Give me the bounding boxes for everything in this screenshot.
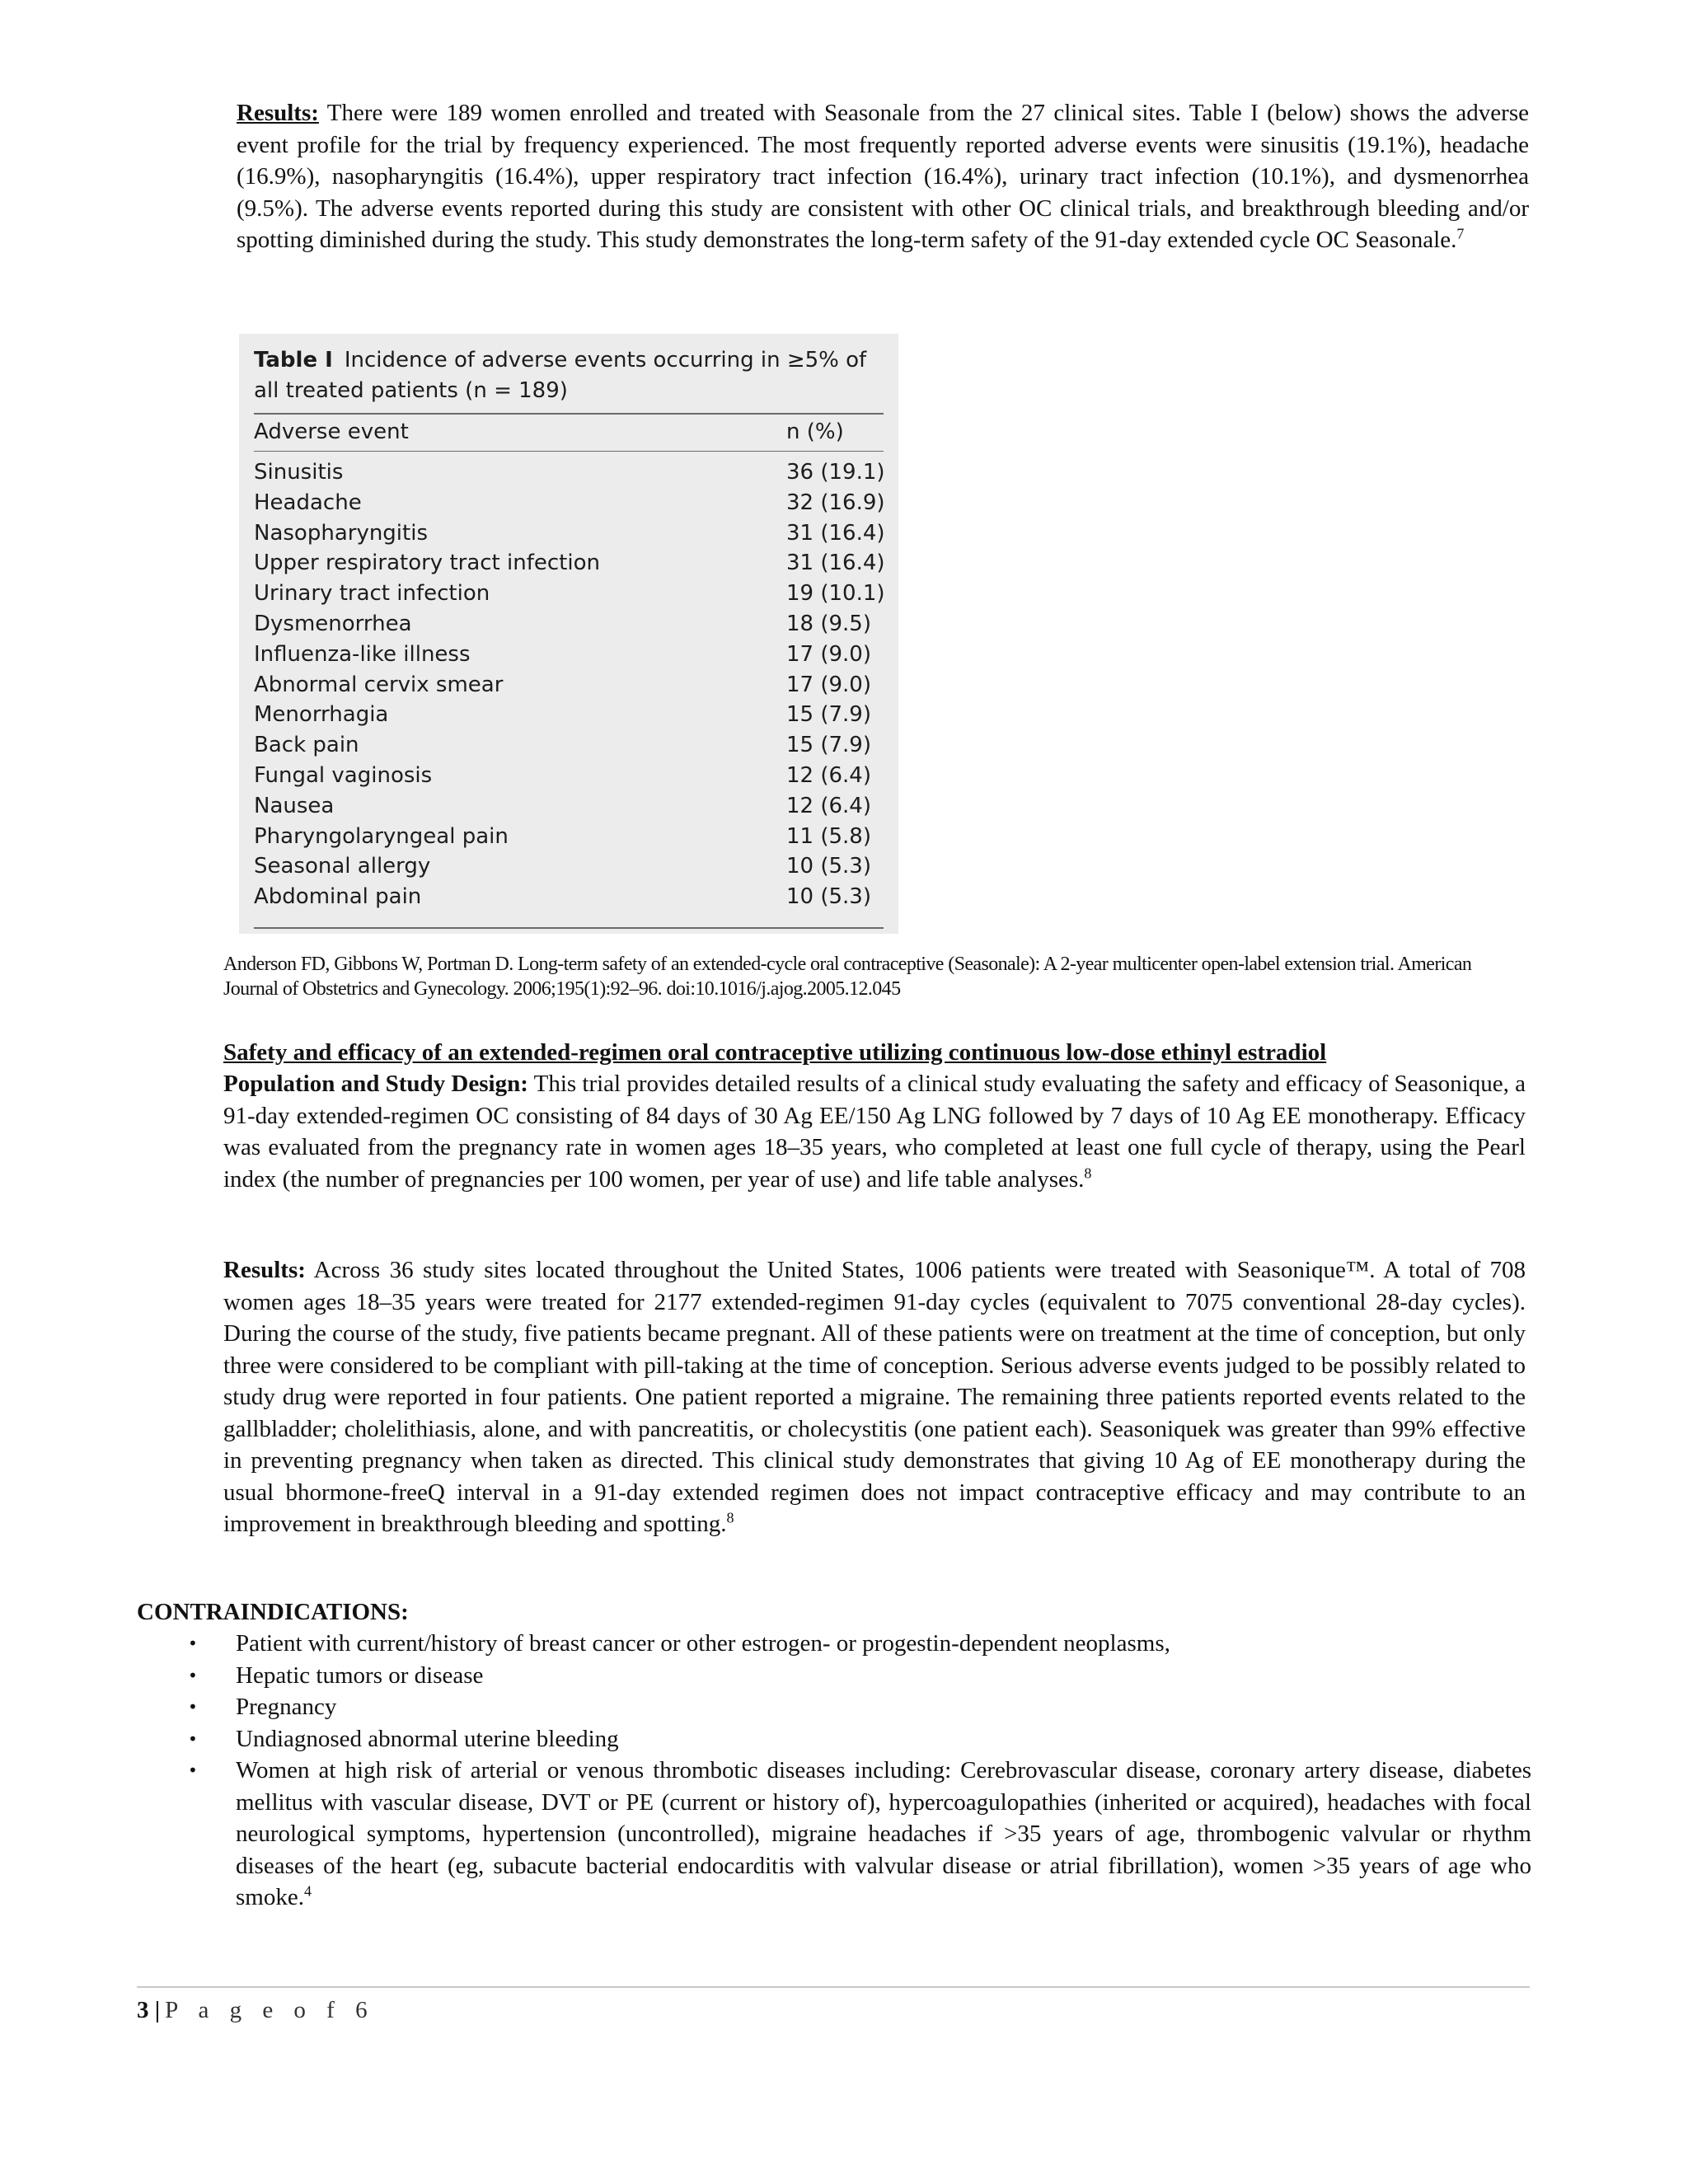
column-header-adverse-event: Adverse event <box>254 419 409 444</box>
table-label: Table I <box>254 348 333 373</box>
population-text: This trial provides detailed results of a clinical study evaluating the safety and efficacy of Seasonique, a 91-day extended-regimen OC consisting of 84 days of 30 Ag EE/150 Ag LNG followed by 7 days of 10 Ag EE monotherapy. Efficacy was evaluated from the pregnancy rate in women ages 18–35 years, who completed at least one full cycle of therapy, using the Pearl index (the number of pregnancies per 100 women, per year of use) and life table analyses. <box>223 1071 1526 1193</box>
bullet-icon: • <box>188 1728 198 1749</box>
footer-separator: | <box>154 1997 161 2023</box>
table-row <box>254 730 884 761</box>
table-cell-event: Headache <box>254 490 362 515</box>
list-item-text: Hepatic tumors or disease <box>236 1661 484 1689</box>
table-cell-value: 15 (7.9) <box>786 702 871 728</box>
list-item <box>188 1723 1531 1755</box>
table-cell-value: 36 (19.1) <box>786 460 885 485</box>
list-item-text: Undiagnosed abnormal uterine bleeding <box>236 1725 619 1752</box>
table-row <box>254 851 884 882</box>
bullet-icon: • <box>188 1760 198 1780</box>
table-cell-event: Menorrhagia <box>254 702 389 728</box>
table-cell-value: 11 (5.8) <box>786 823 871 849</box>
table-header-rule <box>254 451 884 452</box>
table-row <box>254 457 884 488</box>
results-paragraph-seasonique <box>223 1254 1526 1540</box>
footer-divider <box>137 1986 1530 1988</box>
adverse-events-table <box>239 334 898 934</box>
table-row <box>254 822 884 852</box>
table-bottom-rule <box>254 927 884 929</box>
table-cell-value: 31 (16.4) <box>786 551 885 576</box>
table-cell-event: Upper respiratory tract infection <box>254 551 600 576</box>
table-cell-value: 10 (5.3) <box>786 854 871 879</box>
table-cell-value: 19 (10.1) <box>786 581 885 607</box>
table-row <box>254 700 884 730</box>
table-cell-event: Nasopharyngitis <box>254 520 428 546</box>
table-row <box>254 609 884 640</box>
table-cell-event: Nausea <box>254 793 335 818</box>
table-row <box>254 791 884 822</box>
table-cell-value: 15 (7.9) <box>786 733 871 758</box>
table-cell-event: Seasonal allergy <box>254 854 431 879</box>
results-label: Results: <box>237 100 319 126</box>
table-caption <box>254 345 889 406</box>
contraindications-heading: CONTRAINDICATIONS: <box>137 1599 409 1625</box>
list-item-text: Patient with current/history of breast cancer or other estrogen- or progestin-dependent neoplasms, <box>236 1630 1170 1657</box>
results-label: Results: <box>223 1257 306 1283</box>
table-cell-value: 12 (6.4) <box>786 762 871 788</box>
reference-superscript: 4 <box>303 1882 312 1900</box>
section-title-safety-efficacy: Safety and efficacy of an extended-regimen oral contraceptive utilizing continuous low-dose ethinyl estradiol <box>223 1039 1327 1066</box>
table-cell-event: Fungal vaginosis <box>254 762 433 788</box>
bullet-icon: • <box>188 1633 198 1653</box>
list-item <box>188 1755 1531 1914</box>
page-footer <box>137 1994 375 2026</box>
list-item-text: Pregnancy <box>236 1694 337 1720</box>
population-study-design-paragraph <box>223 1068 1526 1195</box>
table-cell-event: Urinary tract infection <box>254 581 490 607</box>
table-body <box>254 457 884 912</box>
table-row <box>254 518 884 549</box>
reference-superscript: 8 <box>1084 1164 1092 1181</box>
bullet-icon: • <box>188 1697 198 1717</box>
table-row <box>254 670 884 701</box>
table-header-row <box>254 416 884 448</box>
results-text: Across 36 study sites located throughout the United States, 1006 patients were treated with Seasonique™. A total of 708 women ages 18–35 years were treated for 2177 extended-regimen 91-day cycles (equivalent to 7075 conventional 28-day cycles). During the course of the study, five patients became pregnant. All of these patients were on treatment at the time of conception, but only three were considered to be compliant with pill-taking at the time of conception. Serious adverse events judged to be possibly related to study drug were reported in four patients. One patient reported a migraine. The remaining three patients reported events related to the gallbladder; cholelithiasis, alone, and with pancreatitis, or cholecystitis (one patient each). Seasoniquek was greater than 99% effective in preventing pregnancy when taken as directed. This clinical study demonstrates that giving 10 Ag of EE monotherapy during the usual bhormone-freeQ interval in a 91-day extended regimen does not impact contraceptive efficacy and may contribute to an improvement in breakthrough bleeding and spotting. <box>223 1257 1526 1537</box>
page-number: 3 <box>137 1997 149 2023</box>
table-cell-event: Dysmenorrhea <box>254 611 412 636</box>
table-caption-text: Incidence of adverse events occurring in ≥5% of all treated patients (n = 189) <box>254 348 867 403</box>
table-cell-event: Abdominal pain <box>254 884 422 910</box>
reference-superscript: 8 <box>726 1509 734 1526</box>
table-cell-event: Pharyngolaryngeal pain <box>254 823 509 849</box>
table-row <box>254 488 884 518</box>
table-cell-value: 31 (16.4) <box>786 520 885 546</box>
table-cell-value: 32 (16.9) <box>786 490 885 515</box>
table-cell-event: Abnormal cervix smear <box>254 672 504 697</box>
results-paragraph-seasonale <box>237 97 1529 256</box>
table-cell-value: 12 (6.4) <box>786 793 871 818</box>
table-top-rule <box>254 413 884 415</box>
reference-superscript: 7 <box>1456 225 1465 242</box>
table-cell-value: 18 (9.5) <box>786 611 871 636</box>
population-label: Population and Study Design: <box>223 1071 528 1097</box>
table-row <box>254 761 884 791</box>
table-cell-event: Sinusitis <box>254 460 344 485</box>
table-row <box>254 548 884 579</box>
list-item-text: Women at high risk of arterial or venous thrombotic diseases including: Cerebrovascular disease, coronary artery disease, diabetes mellitus with vascular disease, DVT or PE (current or history of), hypercoagulopathies (inherited or acquired), headaches with focal neurological symptoms, hypertension (uncontrolled), migraine headaches if >35 years of age, thrombogenic valvular or rhythm diseases of the heart (eg, subacute bacterial endocarditis with valvular disease or atrial fibrillation), women >35 years of age who smoke. <box>236 1757 1531 1910</box>
column-header-n-percent: n (%) <box>786 419 844 444</box>
page-of-total: P a g e o f 6 <box>165 1997 375 2023</box>
table-cell-value: 17 (9.0) <box>786 641 871 667</box>
table-cell-event: Back pain <box>254 733 359 758</box>
results-text: There were 189 women enrolled and treated with Seasonale from the 27 clinical sites. Table I (below) shows the adverse event profile for the trial by frequency experienced. The most frequently reported adverse events were sinusitis (19.1%), headache (16.9%), nasopharyngitis (16.4%), upper respiratory tract infection (16.4%), urinary tract infection (10.1%), and dysmenorrhea (9.5%). The adverse events reported during this study are consistent with other OC clinical trials, and breakthrough bleeding and/or spotting diminished during the study. This study demonstrates the long-term safety of the 91-day extended cycle OC Seasonale. <box>237 100 1529 253</box>
table-row <box>254 640 884 670</box>
table-cell-value: 17 (9.0) <box>786 672 871 697</box>
contraindications-list <box>188 1628 1531 1914</box>
list-item <box>188 1660 1531 1692</box>
table-cell-value: 10 (5.3) <box>786 884 871 910</box>
bullet-icon: • <box>188 1665 198 1685</box>
list-item <box>188 1628 1531 1660</box>
citation: Anderson FD, Gibbons W, Portman D. Long-term safety of an extended-cycle oral contraceptive (Seasonale): A 2-year multicenter open-label extension trial. American Journal of Obstetrics and Gynecology. 2006;195(1):92–96. doi:10.1016/j.ajog.2005.12.045 <box>223 954 1472 1000</box>
table-row <box>254 579 884 609</box>
list-item <box>188 1691 1531 1723</box>
table-cell-event: Influenza-like illness <box>254 641 471 667</box>
table-row <box>254 882 884 912</box>
